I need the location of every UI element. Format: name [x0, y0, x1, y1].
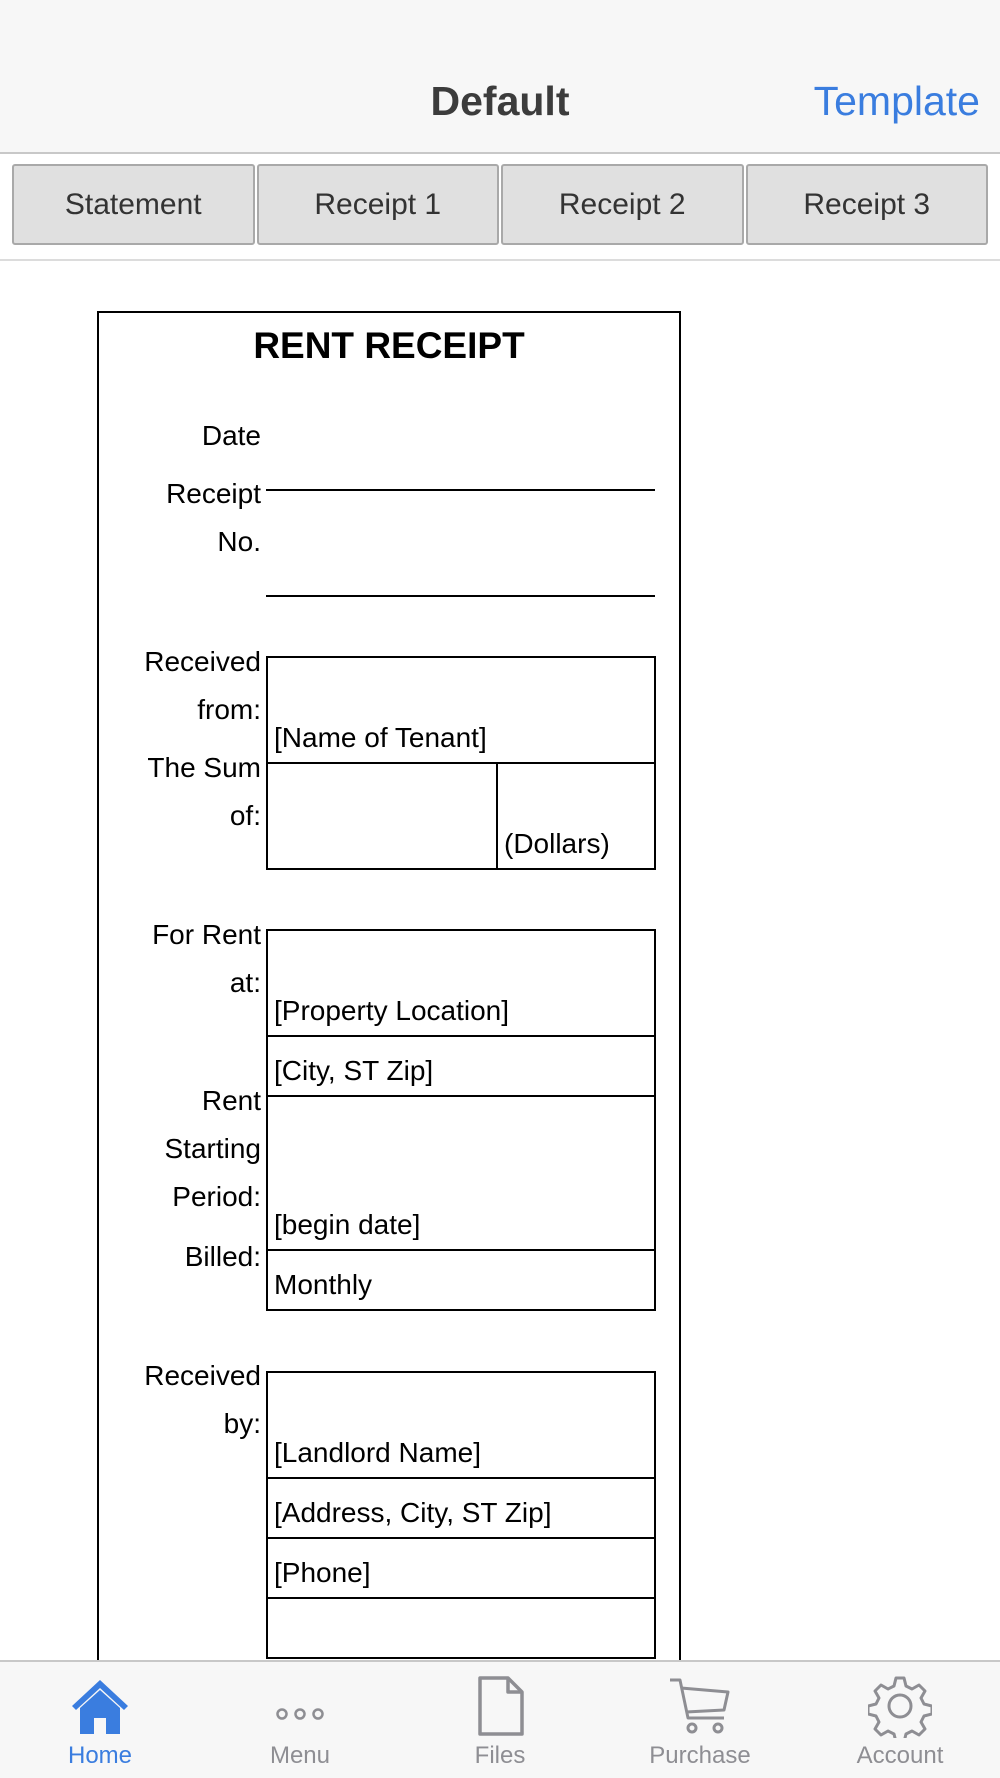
tab-statement[interactable]: Statement [12, 164, 255, 245]
received-from-label-2: from: [197, 694, 261, 725]
nav-purchase-label: Purchase [649, 1742, 751, 1769]
template-button[interactable]: Template [813, 78, 980, 124]
billed-value: Monthly [274, 1269, 373, 1300]
cart-icon [668, 1674, 732, 1738]
page-title: Default [430, 78, 570, 124]
document-title: RENT RECEIPT [253, 325, 525, 366]
nav-menu[interactable] [200, 1662, 400, 1778]
tenant-name: [Name of Tenant] [274, 722, 487, 753]
receipt-no-label-2: No. [217, 526, 261, 557]
sum-label-2: of: [229, 800, 261, 831]
dollars-label: (Dollars) [504, 828, 610, 859]
for-rent-label-2: at: [229, 967, 261, 998]
date-label: Date [201, 420, 261, 451]
more-dots-icon [268, 1674, 332, 1738]
rent-label-2: Starting [164, 1133, 261, 1164]
received-by-label-2: by: [223, 1408, 261, 1439]
nav-purchase[interactable] [600, 1662, 800, 1778]
nav-account-label: Account [856, 1742, 944, 1769]
home-icon [68, 1674, 132, 1738]
nav-header [0, 0, 1000, 154]
nav-files-label: Files [474, 1742, 526, 1769]
property-location: [Property Location] [274, 995, 510, 1026]
received-from-box [266, 656, 656, 764]
property-location-box [266, 929, 656, 1037]
tab-receipt-1[interactable]: Receipt 1 [257, 164, 500, 245]
begin-date: [begin date] [274, 1209, 421, 1240]
billed-box [266, 1249, 656, 1311]
tab-receipt-2[interactable]: Receipt 2 [501, 164, 744, 245]
landlord-name: [Landlord Name] [274, 1437, 482, 1468]
signature-box [266, 1597, 656, 1659]
landlord-phone: [Phone] [274, 1557, 371, 1588]
file-icon [468, 1674, 532, 1738]
landlord-address-box [266, 1477, 656, 1539]
city-box [266, 1035, 656, 1097]
divider [0, 259, 1000, 261]
nav-account[interactable] [800, 1662, 1000, 1778]
receipt-no-label-1: Receipt [166, 478, 261, 509]
landlord-name-box [266, 1371, 656, 1479]
receipt-no-line [266, 595, 655, 597]
landlord-address: [Address, City, ST Zip] [274, 1497, 552, 1528]
gear-icon [868, 1674, 932, 1738]
sum-label-1: The Sum [147, 752, 261, 783]
sum-box [266, 762, 656, 870]
for-rent-label-1: For Rent [152, 919, 261, 950]
billed-label: Billed: [184, 1241, 261, 1272]
received-from-label-1: Received [144, 646, 261, 677]
date-line [266, 489, 655, 491]
tab-bar [0, 1660, 1000, 1778]
sum-divider [496, 764, 498, 868]
received-by-label-1: Received [144, 1360, 261, 1391]
receipt-document[interactable] [97, 311, 681, 1711]
city-st-zip: [City, ST Zip] [274, 1055, 434, 1086]
segmented-control [12, 164, 988, 245]
begin-date-box [266, 1095, 656, 1251]
tab-receipt-3[interactable]: Receipt 3 [746, 164, 989, 245]
nav-files[interactable] [400, 1662, 600, 1778]
nav-home-label: Home [67, 1742, 133, 1769]
nav-menu-label: Menu [269, 1742, 331, 1769]
landlord-phone-box [266, 1537, 656, 1599]
nav-home[interactable] [0, 1662, 200, 1778]
rent-label-1: Rent [201, 1085, 261, 1116]
rent-label-3: Period: [172, 1181, 261, 1212]
